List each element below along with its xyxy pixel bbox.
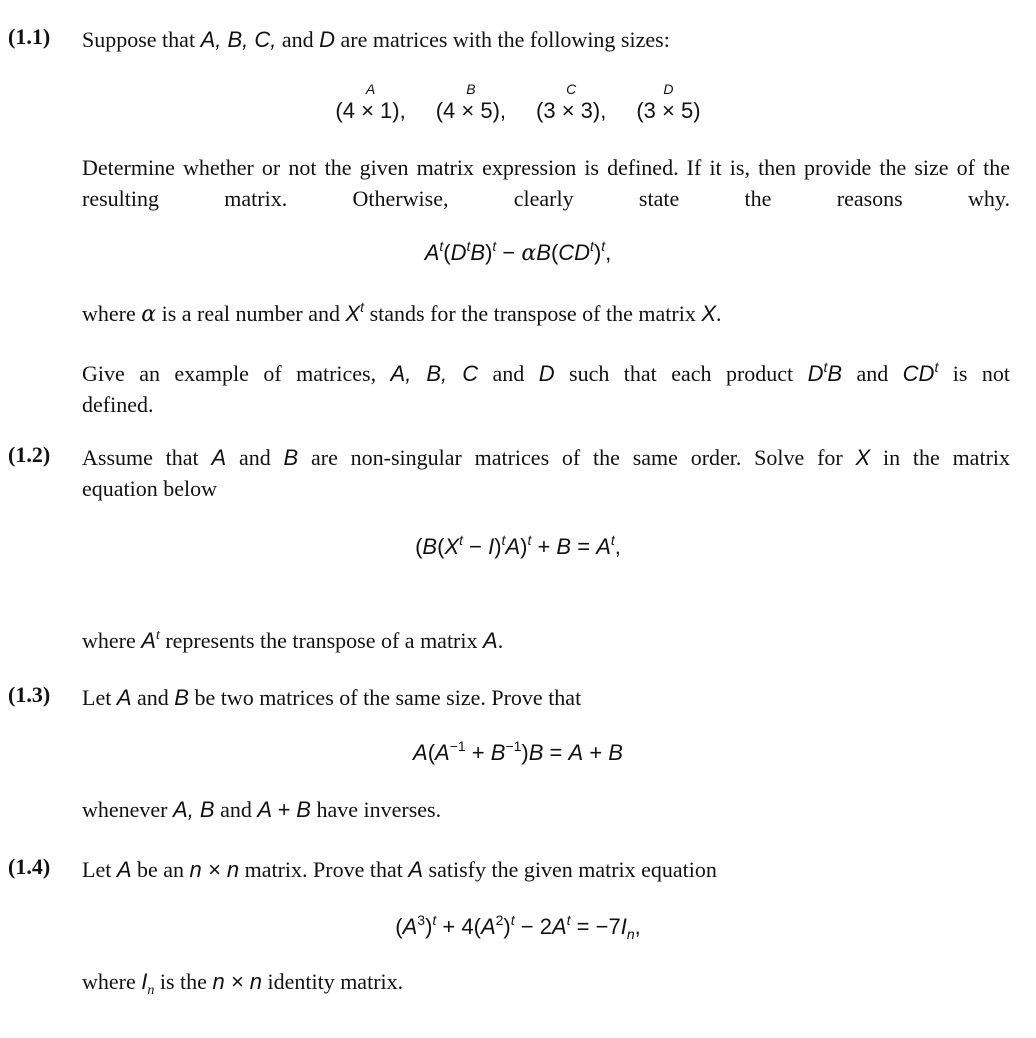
question-1-1-where: where α is a real number and $X^t$ stands for the transpose of the matrix X.	[82, 299, 722, 327]
size-a: A (4 × 1),	[335, 81, 406, 123]
question-1-1-instruction: Determine whether or not the given matrix expression is defined. If it is, then provide the size of the resulting matrix. Otherwise, clearly state the reasons why.	[82, 155, 1010, 211]
matrix-sizes	[0, 82, 1036, 124]
equation-1-3: $A(A^{-1} + B^{-1})B = A + B$	[413, 738, 623, 765]
equation-1-2: $(B(X^t - I)^tA)^t + B = A^t$,	[415, 532, 621, 559]
equation-1-4: $(A^3)^t + 4(A^2)^t - 2A^t = -7I_n$,	[395, 912, 641, 942]
question-1-2-where: where $A^t$ represents the transpose of a matrix A.	[82, 628, 504, 653]
question-number-1-3: (1.3)	[8, 682, 51, 707]
question-1-1-example: Give an example of matrices, A, B, C and D such that each product $D^tB$ and $CD^t$ is not defined.	[82, 359, 1010, 417]
question-1-3-when: whenever A, B and A + B have inverses.	[82, 797, 442, 822]
question-1-4-where: where $I_n$ is the n × n identity matrix.	[82, 969, 404, 998]
size-b: B (4 × 5),	[435, 81, 507, 123]
question-1-2-text: Assume that A and B are non-singular matrices of the same order. Solve for X in the matrix equation below	[82, 445, 1011, 501]
size-d: D (3 × 5)	[636, 81, 701, 123]
size-c: C (3 × 3),	[536, 81, 607, 123]
question-1-3-text: Let A and B be two matrices of the same size. Prove that	[82, 685, 582, 710]
question-1-4-text: Let A be an n × n matrix. Prove that A satisfy the given matrix equation	[82, 857, 717, 882]
question-1-1-intro: Suppose that A, B, C, and D are matrices with the following sizes:	[82, 27, 670, 52]
equation-1-1: $A^t(D^tB)^t - \alpha B(CD^t)^t$,	[424, 238, 612, 266]
question-number-1-4: (1.4)	[8, 854, 51, 879]
question-number-1-1: (1.1)	[8, 24, 51, 49]
question-number-1-2: (1.2)	[8, 442, 51, 467]
